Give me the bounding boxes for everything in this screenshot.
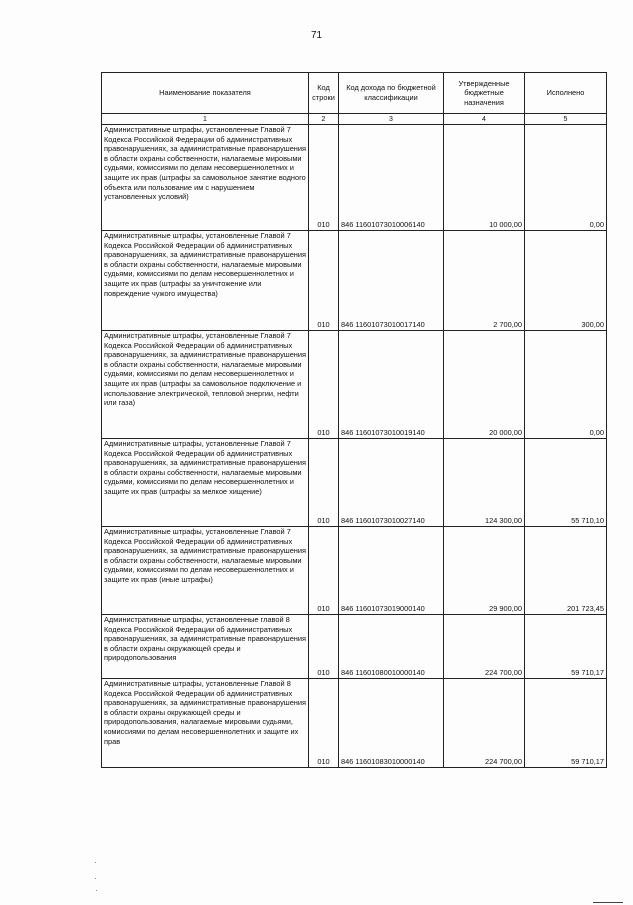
row-code: 010 [309,231,339,331]
header-executed: Исполнено [525,73,607,114]
table-row [102,125,607,231]
row-code: 010 [309,679,339,768]
row-name: Административные штрафы, установленные Главой 7 Кодекса Российской Федерации об административных правонарушениях, за административные правонарушения в области охраны собственности, налагаемые мировыми судьями, комиссиями по делам несовершеннолетних и защите их прав (штрафы за мелкое хищение) [102,439,309,527]
row-name: Административные штрафы, установленные Главой 7 Кодекса Российской Федерации об административных правонарушениях, за административные правонарушения в области охраны собственности, налагаемые мировыми судьями, комиссиями по делам несовершеннолетних и защите их прав (иные штрафы) [102,527,309,615]
column-number: 5 [525,114,607,125]
row-executed: 0,00 [525,125,607,231]
scan-speck [95,862,96,863]
row-code: 010 [309,527,339,615]
row-code: 010 [309,439,339,527]
row-kbk: 846 11601083010000140 [339,679,444,768]
row-kbk: 846 11601073010006140 [339,125,444,231]
scan-speck [96,890,97,891]
table-row [102,527,607,615]
row-approved: 29 900,00 [444,527,525,615]
header-code: Код строки [309,73,339,114]
table-row [102,231,607,331]
row-name: Административные штрафы, установленные Главой 7 Кодекса Российской Федерации об административных правонарушениях, за административные правонарушения в области охраны собственности, налагаемые мировыми судьями, комиссиями по делам несовершеннолетних и защите их прав (штрафы за самовольное занятие водного объекта или пользование им с нарушением установленных условий) [102,125,309,231]
column-number: 3 [339,114,444,125]
header-kbk: Код дохода по бюджетной классификации [339,73,444,114]
header-name: Наименование показателя [102,73,309,114]
table-header-row [102,73,607,114]
row-code: 010 [309,615,339,679]
row-name: Административные штрафы, установленные главой 8 Кодекса Российской Федерации об административных правонарушениях, за административные правонарушения в области охраны окружающей среды и природопользования [102,615,309,679]
row-approved: 10 000,00 [444,125,525,231]
row-approved: 20 000,00 [444,331,525,439]
table-row [102,331,607,439]
table-row [102,439,607,527]
row-executed: 55 710,10 [525,439,607,527]
header-approved: Утвержденные бюджетные назначения [444,73,525,114]
column-number: 1 [102,114,309,125]
row-executed: 0,00 [525,331,607,439]
row-name: Административные штрафы, установленные Главой 7 Кодекса Российской Федерации об административных правонарушениях, за административные правонарушения в области охраны собственности, налагаемые мировыми судьями, комиссиями по делам несовершеннолетних и защите их прав (штрафы за самовольное подключение и использование электрической, тепловой энергии, нефти или газа) [102,331,309,439]
column-number: 4 [444,114,525,125]
row-kbk: 846 11601080010000140 [339,615,444,679]
page-number: 71 [310,30,323,41]
row-approved: 2 700,00 [444,231,525,331]
row-approved: 224 700,00 [444,615,525,679]
row-executed: 59 710,17 [525,615,607,679]
row-kbk: 846 11601073010019140 [339,331,444,439]
column-number: 2 [309,114,339,125]
row-kbk: 846 11601073019000140 [339,527,444,615]
report-table [101,72,607,768]
table-row [102,679,607,768]
row-name: Административные штрафы, установленные Главой 8 Кодекса Российской Федерации об административных правонарушениях, за административные правонарушения в области охраны окружающей среды и природопользования, налагаемые мировыми судьями, комиссиями по делам несовершеннолетних и защите их прав [102,679,309,768]
row-kbk: 846 11601073010017140 [339,231,444,331]
row-approved: 124 300,00 [444,439,525,527]
row-approved: 224 700,00 [444,679,525,768]
scan-speck [95,878,96,879]
scan-edge-line [593,902,623,903]
column-number-row [102,114,607,125]
row-code: 010 [309,331,339,439]
table-row [102,615,607,679]
row-kbk: 846 11601073010027140 [339,439,444,527]
row-executed: 300,00 [525,231,607,331]
row-code: 010 [309,125,339,231]
row-name: Административные штрафы, установленные Главой 7 Кодекса Российской Федерации об административных правонарушениях, за административные правонарушения в области охраны собственности, налагаемые мировыми судьями, комиссиями по делам несовершеннолетних и защите их прав (штрафы за уничтожение или повреждение чужого имущества) [102,231,309,331]
row-executed: 201 723,45 [525,527,607,615]
row-executed: 59 710,17 [525,679,607,768]
